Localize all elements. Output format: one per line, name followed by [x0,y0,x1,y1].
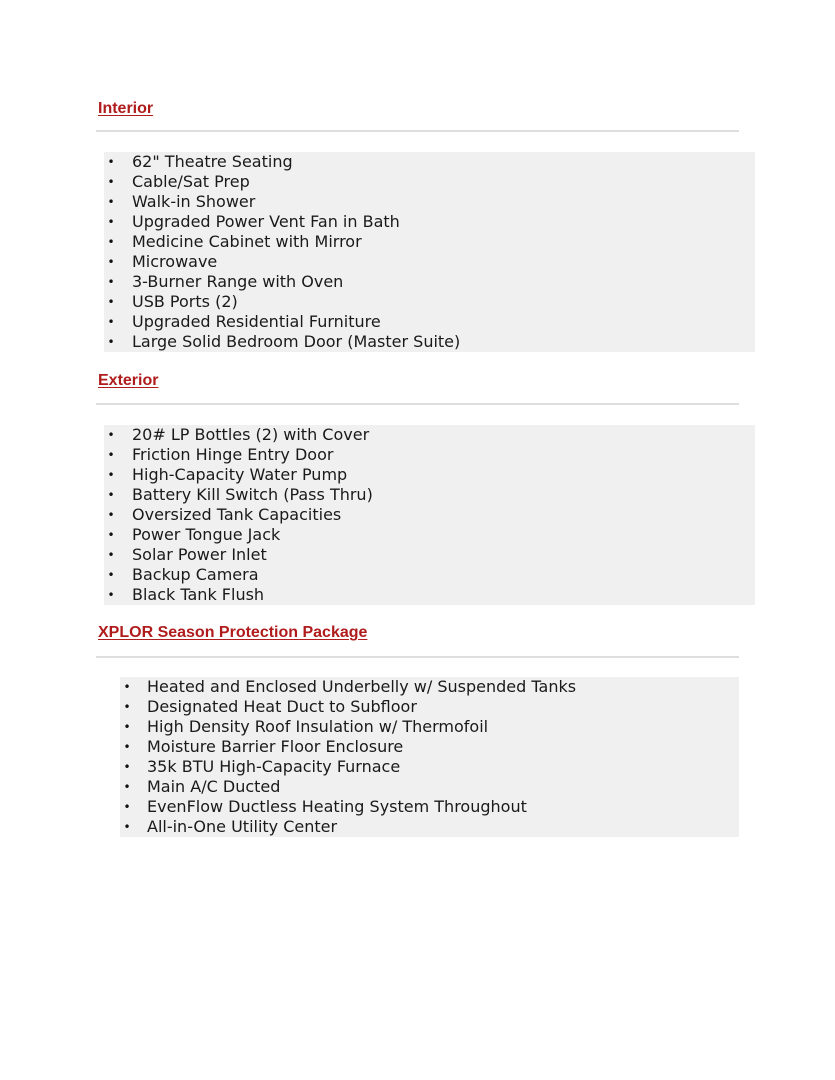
list-item [104,505,755,525]
bullet-icon: • [107,275,115,289]
bullet-icon: • [107,235,115,249]
list-item-text: Designated Heat Duct to Subfloor [147,697,417,716]
bullet-icon: • [107,568,115,582]
feature-list [104,425,755,605]
bullet-icon: • [107,548,115,562]
list-item [104,272,755,292]
bullet-icon: • [107,195,115,209]
section-divider [96,656,739,658]
list-item [120,777,739,797]
list-item-text: Backup Camera [132,565,259,584]
bullet-icon: • [107,295,115,309]
section-title: Interior [98,100,154,117]
list-item-text: Cable/Sat Prep [132,172,250,191]
list-item [104,585,755,605]
list-item [104,332,755,352]
list-item [104,425,755,445]
list-item-text: EvenFlow Ductless Heating System Throughout [147,797,527,816]
bullet-icon: • [107,508,115,522]
list-item [104,232,755,252]
bullet-icon: • [123,720,131,734]
list-item [120,817,739,837]
list-item-text: 35k BTU High-Capacity Furnace [147,757,401,776]
list-item-text: Large Solid Bedroom Door (Master Suite) [132,332,461,351]
section-divider [96,403,739,405]
list-item [104,212,755,232]
list-item-text: 20# LP Bottles (2) with Cover [132,425,370,444]
bullet-icon: • [107,175,115,189]
list-item-text: High Density Roof Insulation w/ Thermofoil [147,717,489,736]
bullet-icon: • [107,428,115,442]
bullet-icon: • [123,760,131,774]
list-item [104,292,755,312]
bullet-icon: • [107,468,115,482]
section-divider [96,130,739,132]
list-item-text: Walk-in Shower [132,192,256,211]
bullet-icon: • [107,335,115,349]
list-item-text: Upgraded Residential Furniture [132,312,381,331]
bullet-icon: • [123,780,131,794]
list-item-text: Friction Hinge Entry Door [132,445,334,464]
list-item [104,172,755,192]
list-item [104,152,755,172]
list-item [120,677,739,697]
list-item [120,737,739,757]
bullet-icon: • [107,315,115,329]
list-item-text: Moisture Barrier Floor Enclosure [147,737,404,756]
feature-list [120,677,739,837]
list-item [104,445,755,465]
bullet-icon: • [107,448,115,462]
list-item [120,717,739,737]
list-item-text: Upgraded Power Vent Fan in Bath [132,212,400,231]
list-item [120,757,739,777]
list-item-text: Heated and Enclosed Underbelly w/ Suspended Tanks [147,677,577,696]
bullet-icon: • [123,800,131,814]
bullet-icon: • [123,700,131,714]
list-item-text: Power Tongue Jack [132,525,281,544]
list-item-text: USB Ports (2) [132,292,238,311]
list-item-text: Battery Kill Switch (Pass Thru) [132,485,373,504]
list-item-text: All-in-One Utility Center [147,817,338,836]
bullet-icon: • [123,680,131,694]
list-item [104,525,755,545]
bullet-icon: • [107,528,115,542]
bullet-icon: • [123,740,131,754]
list-item-text: Oversized Tank Capacities [132,505,342,524]
list-item [120,797,739,817]
list-item-text: High-Capacity Water Pump [132,465,348,484]
list-item [104,465,755,485]
list-item [104,192,755,212]
list-item [104,252,755,272]
list-item-text: Medicine Cabinet with Mirror [132,232,362,251]
list-item [104,312,755,332]
list-item [120,697,739,717]
bullet-icon: • [107,488,115,502]
feature-list [104,152,755,352]
list-item-text: Microwave [132,252,218,271]
section-title: XPLOR Season Protection Package [98,624,368,641]
list-item [104,545,755,565]
list-item-text: Solar Power Inlet [132,545,267,564]
bullet-icon: • [107,215,115,229]
list-item [104,565,755,585]
bullet-icon: • [107,255,115,269]
bullet-icon: • [107,588,115,602]
list-item-text: 3-Burner Range with Oven [132,272,344,291]
list-item-text: 62" Theatre Seating [132,152,293,171]
list-item-text: Main A/C Ducted [147,777,281,796]
bullet-icon: • [107,155,115,169]
list-item-text: Black Tank Flush [132,585,265,604]
bullet-icon: • [123,820,131,834]
section-title: Exterior [98,372,159,389]
list-item [104,485,755,505]
